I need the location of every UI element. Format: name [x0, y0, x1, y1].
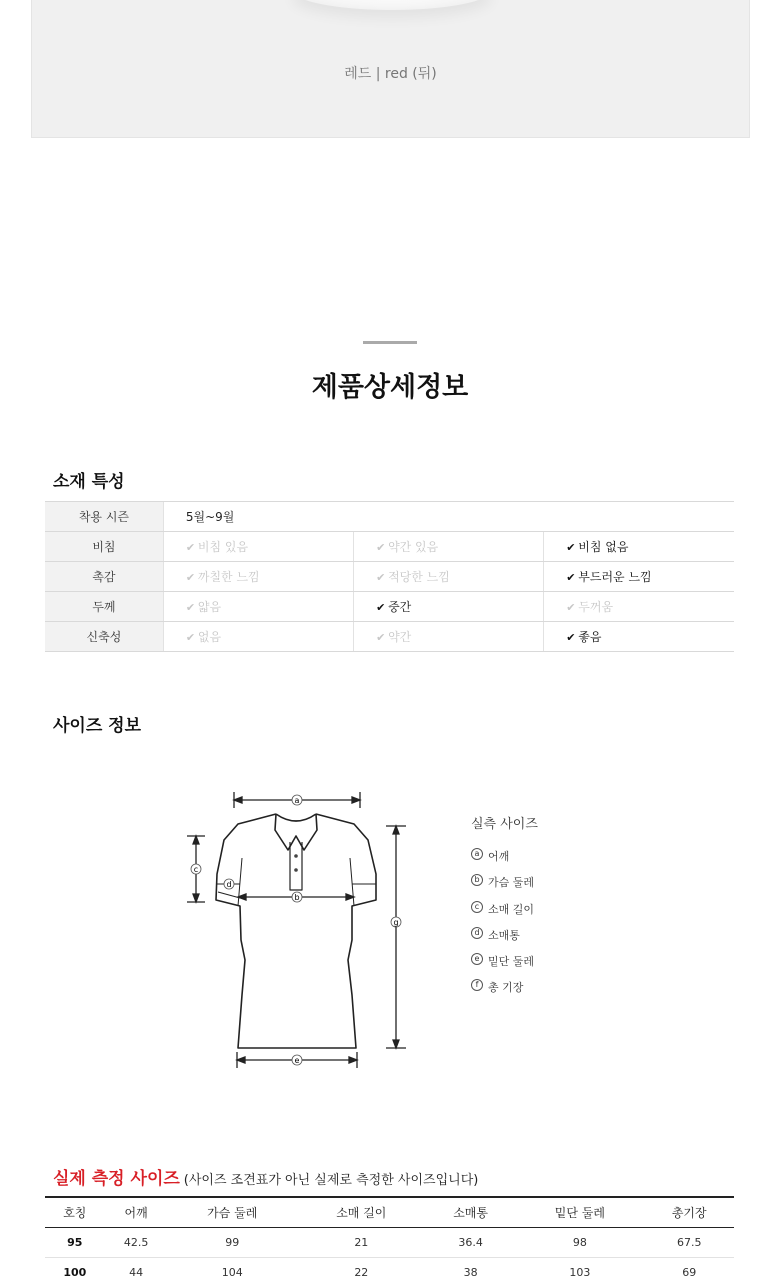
table-row — [45, 502, 734, 532]
diagram-mark-g — [391, 917, 401, 927]
check-icon: ✔ — [376, 631, 386, 644]
table-row — [45, 1227, 734, 1257]
table-row — [45, 592, 734, 622]
diagram-mark-c — [191, 864, 201, 874]
size-cell: 100 — [45, 1257, 105, 1280]
value-cell: 36.4 — [426, 1227, 515, 1257]
size-info-heading: 사이즈 정보 — [53, 716, 142, 736]
legend-title: 실측 사이즈 — [471, 817, 538, 832]
column-header: 가슴 둘레 — [168, 1197, 297, 1227]
svg-text:g: g — [393, 918, 399, 927]
svg-text:b: b — [294, 893, 300, 902]
legend-item: c 소매 길이 — [471, 901, 538, 927]
legend-mark: d — [471, 927, 483, 939]
option-cell: ✔ 좋음 — [544, 622, 734, 652]
diagram-mark-a — [292, 795, 302, 805]
shirt-size-diagram — [180, 780, 440, 1080]
table-row — [45, 532, 734, 562]
product-photo-panel — [31, 0, 750, 138]
check-icon: ✔ — [185, 601, 196, 614]
column-header: 소매통 — [426, 1197, 515, 1227]
check-icon: ✔ — [185, 571, 196, 584]
option-cell: ✔ 중간 — [354, 592, 544, 622]
value-cell: 69 — [644, 1257, 734, 1280]
check-icon: ✔ — [376, 601, 386, 614]
svg-text:c: c — [193, 865, 199, 874]
option-cell: ✔ 까칠한 느낌 — [163, 562, 353, 592]
measurement-table — [45, 1196, 734, 1280]
check-icon: ✔ — [566, 631, 576, 644]
option-cell: ✔ 얇음 — [163, 592, 353, 622]
row-label: 촉감 — [45, 562, 163, 592]
legend-mark: b — [471, 874, 483, 886]
table-row — [45, 562, 734, 592]
legend-item: a 어깨 — [471, 848, 538, 874]
option-cell: ✔ 비침 없음 — [544, 532, 734, 562]
column-header: 어깨 — [105, 1197, 168, 1227]
legend-item: d 소매통 — [471, 927, 538, 953]
product-photo — [292, 0, 492, 10]
check-icon: ✔ — [185, 541, 196, 554]
svg-text:a: a — [294, 796, 300, 805]
value-cell: 67.5 — [644, 1227, 734, 1257]
size-legend — [471, 813, 538, 1006]
legend-mark: a — [471, 848, 483, 860]
page-title: 제품상세정보 — [311, 372, 469, 403]
placket-buttons — [294, 854, 298, 872]
check-icon: ✔ — [185, 631, 196, 644]
column-header: 소매 길이 — [297, 1197, 426, 1227]
material-table — [45, 501, 734, 652]
option-cell: ✔ 부드러운 느낌 — [544, 562, 734, 592]
row-label: 착용 시즌 — [45, 502, 163, 532]
option-cell: ✔ 두꺼움 — [544, 592, 734, 622]
option-cell: ✔ 비침 있음 — [163, 532, 353, 562]
check-icon: ✔ — [376, 571, 386, 584]
option-cell: ✔ 약간 있음 — [354, 532, 544, 562]
measurement-title: 실제 측정 사이즈 — [53, 1169, 180, 1189]
row-label: 두께 — [45, 592, 163, 622]
value-cell: 103 — [515, 1257, 644, 1280]
material-heading: 소재 특성 — [53, 472, 125, 492]
season-value: 5월~9월 — [163, 502, 734, 532]
photo-caption: 레드 | red (뒤) — [344, 66, 437, 82]
legend-mark: c — [471, 901, 483, 913]
check-icon: ✔ — [376, 541, 386, 554]
column-header: 밑단 둘레 — [515, 1197, 644, 1227]
option-cell: ✔ 적당한 느낌 — [354, 562, 544, 592]
title-divider — [363, 341, 417, 344]
column-header: 호칭 — [45, 1197, 105, 1227]
table-row — [45, 622, 734, 652]
measurement-arrows — [187, 792, 406, 1068]
value-cell: 98 — [515, 1227, 644, 1257]
option-cell: ✔ 없음 — [163, 622, 353, 652]
legend-item: b 가슴 둘레 — [471, 874, 538, 900]
size-cell: 95 — [45, 1227, 105, 1257]
check-icon: ✔ — [566, 601, 576, 614]
value-cell: 38 — [426, 1257, 515, 1280]
legend-item: e 밑단 둘레 — [471, 953, 538, 979]
diagram-mark-b — [292, 892, 302, 902]
value-cell: 99 — [168, 1227, 297, 1257]
legend-mark: e — [471, 953, 483, 965]
diagram-mark-d — [224, 879, 234, 889]
table-header-row — [45, 1197, 734, 1227]
measurement-note: (사이즈 조견표가 아닌 실제로 측정한 사이즈입니다) — [183, 1173, 479, 1188]
value-cell: 104 — [168, 1257, 297, 1280]
row-label: 비침 — [45, 532, 163, 562]
value-cell: 21 — [297, 1227, 426, 1257]
legend-mark: f — [471, 979, 483, 991]
check-icon: ✔ — [566, 571, 576, 584]
shirt-outline — [216, 814, 376, 1048]
legend-item: f 총 기장 — [471, 979, 538, 1005]
value-cell: 42.5 — [105, 1227, 168, 1257]
value-cell: 22 — [297, 1257, 426, 1280]
option-cell: ✔ 약간 — [354, 622, 544, 652]
value-cell: 44 — [105, 1257, 168, 1280]
measurement-heading — [53, 1164, 478, 1189]
table-row — [45, 1257, 734, 1280]
row-label: 신축성 — [45, 622, 163, 652]
check-icon: ✔ — [566, 541, 576, 554]
svg-text:d: d — [226, 880, 232, 889]
svg-text:e: e — [294, 1056, 300, 1065]
column-header: 총기장 — [644, 1197, 734, 1227]
diagram-mark-e — [292, 1055, 302, 1065]
